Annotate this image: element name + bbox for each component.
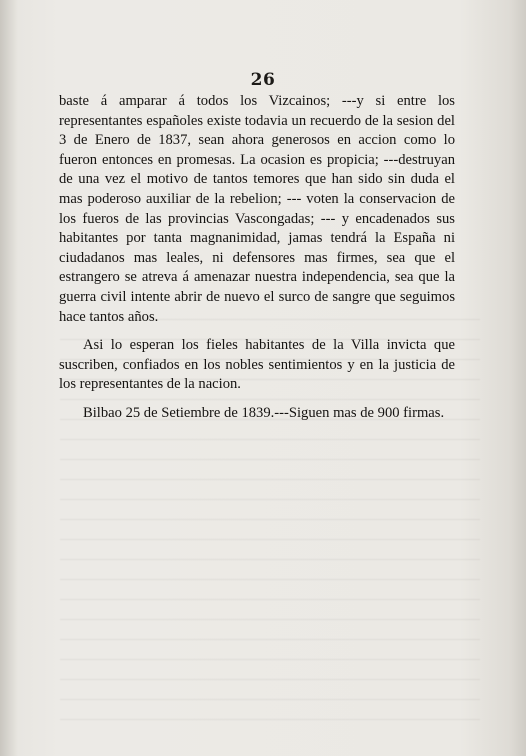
page-number: 26 [250, 70, 276, 90]
paragraph-closing: Asi lo esperan los fieles habitantes de la Villa invicta que suscriben, confiados en los nobles sentimientos y en la justicia de los representantes de la nacion. [59, 337, 455, 393]
paragraph-continuation: baste á amparar á todos los Vizcainos; ---y si entre los representantes españoles existe todavia un recuerdo de la sesion del 3 de Enero de 1837, sean ahora generosos en accion como lo fueron entonces en promesas. La ocasion es propicia; ---destruyan de una vez el motivo de tantos temores que han sido sin duda el mas poderoso auxiliar de la rebelion; --- voten la conservacion de los fueros de las provincias Vascongadas; --- y encadenados sus habitantes por tanta magnanimidad, jamas tendrá la España ni ciudadanos mas leales, ni defensores mas firmes, sea que el estrangero se atreva á amenazar nuestra independencia, sea que la guerra civil intente abrir de nuevo el surco de sangre que seguimos hace tantos años. [59, 93, 455, 325]
signature-line: Bilbao 25 de Setiembre de 1839.---Siguen mas de 900 firmas. [83, 404, 445, 421]
body-text [59, 92, 455, 424]
